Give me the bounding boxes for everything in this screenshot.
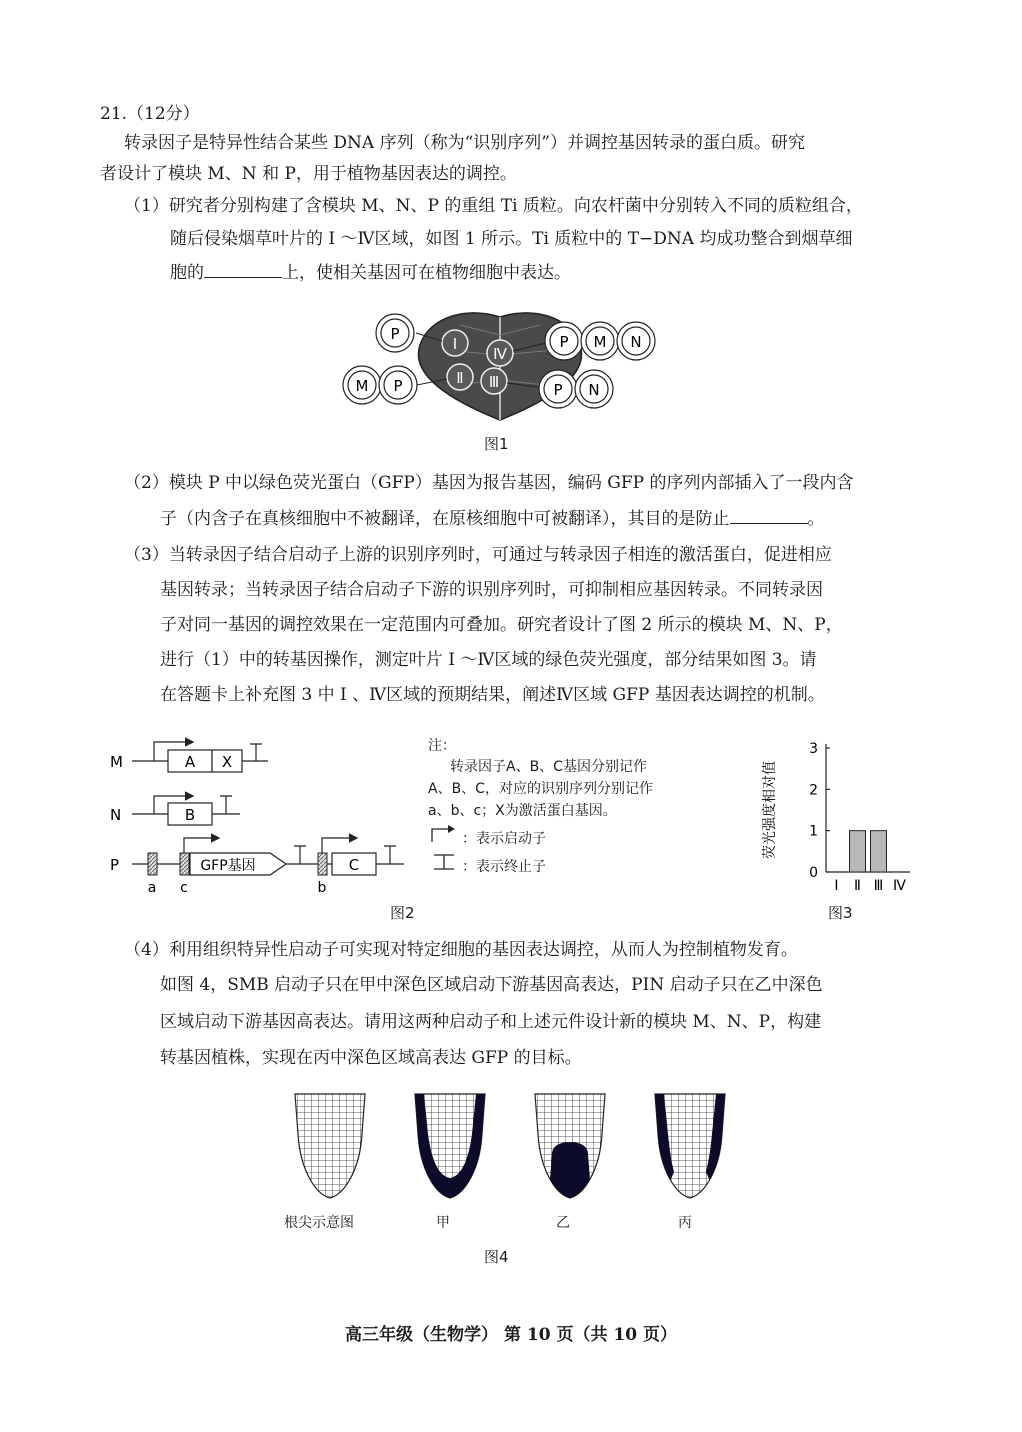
svg-text:P: P: [110, 856, 120, 874]
chart-y-tick-label: 3: [809, 741, 818, 757]
svg-text:Ⅰ: Ⅰ: [452, 335, 458, 353]
svg-text:A: A: [184, 753, 196, 771]
chart-ylabel: 荧光强度相对值: [762, 761, 778, 859]
svg-text:P: P: [390, 325, 400, 343]
site-a-box: [148, 853, 157, 875]
figure-1: [330, 305, 670, 425]
note-line-3: a、b、c；X为激活蛋白基因。: [428, 803, 617, 819]
figure-3-chart: [756, 734, 926, 904]
chart-category-label: Ⅲ: [873, 878, 884, 894]
page-footer: 高三年级（生物学） 第 10 页（共 10 页）: [345, 1325, 677, 1345]
svg-text:C: C: [348, 856, 360, 874]
svg-text:GFP基因: GFP基因: [200, 858, 256, 874]
note-line-1: 转录因子A、B、C基因分别记作: [450, 759, 647, 775]
svg-text:N: N: [630, 333, 642, 351]
chart-y-tick-label: 2: [809, 782, 818, 799]
fig4-label-yi: 乙: [556, 1215, 570, 1231]
chart-y-tick-label: 1: [809, 823, 818, 840]
plasmid-group-IV: [545, 322, 655, 360]
module-P: [110, 838, 404, 896]
fig4-label-jia: 甲: [436, 1215, 450, 1231]
q4-line-2: 如图 4，SMB 启动子只在甲中深色区域启动下游基因高表达，PIN 启动子只在乙中深色: [160, 975, 823, 995]
module-N: [110, 796, 240, 825]
figure-4-caption: 图4: [484, 1248, 509, 1266]
svg-text:M: M: [110, 753, 123, 771]
q1-line-2: 随后侵染烟草叶片的 Ⅰ ～Ⅳ区域，如图 1 所示。Ti 质粒中的 T−DNA 均成功整合到烟草细: [170, 229, 853, 249]
chart-bar: [850, 831, 866, 872]
q3-line-5: 在答题卡上补充图 3 中 Ⅰ 、Ⅳ区域的预期结果，阐述Ⅳ区域 GFP 基因表达调控的机制。: [160, 685, 825, 705]
q3-line-2: 基因转录；当转录因子结合启动子下游的识别序列时，可抑制相应基因转录。不同转录因: [160, 580, 823, 600]
note-title: 注：: [428, 738, 456, 754]
svg-text:a: a: [147, 880, 157, 896]
figure-3-caption: 图3: [828, 904, 853, 922]
figure-2: [100, 728, 430, 898]
fig4-label-schematic: 根尖示意图: [284, 1215, 354, 1231]
q1-line-1: （1）研究者分别构建了含模块 M、N、P 的重组 Ti 质粒。向农杆菌中分别转入不同的质粒组合，: [124, 196, 863, 216]
intro-line-2: 者设计了模块 M、N 和 P，用于植物基因表达的调控。: [100, 164, 517, 184]
promoter-legend-text: ：表示启动子: [462, 831, 546, 847]
svg-text:X: X: [221, 753, 233, 771]
root-yi: [535, 1094, 605, 1204]
q4-line-3: 区域启动下游基因高表达。请用这两种启动子和上述元件设计新的模块 M、N、P，构建: [160, 1012, 822, 1032]
plasmid-group-III: [539, 370, 613, 408]
svg-text:M: M: [355, 377, 369, 395]
q4-line-1: （4）利用组织特异性启动子可实现对特定细胞的基因表达调控，从而人为控制植物发育。: [124, 940, 798, 960]
svg-text:b: b: [317, 880, 327, 896]
svg-text:N: N: [110, 806, 122, 824]
q1-line-3: [170, 259, 571, 286]
q2-line-2b: 。: [807, 509, 825, 529]
region-II: [447, 364, 473, 390]
figure-4: [280, 1092, 740, 1204]
svg-text:Ⅳ: Ⅳ: [493, 345, 507, 363]
region-I: [442, 330, 468, 356]
q2-line-2: [160, 505, 825, 532]
terminator-legend-icon: [430, 852, 460, 872]
plasmid-group-I: [376, 314, 414, 352]
q2-line-2a: 子（内含子在真核细胞中不被翻译，在原核细胞中可被翻译），其目的是防止: [160, 509, 730, 529]
chart-category-label: Ⅰ: [834, 878, 839, 894]
region-III: [481, 368, 507, 394]
svg-text:c: c: [180, 880, 188, 896]
chart-bar: [871, 831, 887, 872]
promoter-legend-icon: [430, 824, 460, 844]
svg-text:P: P: [393, 377, 403, 395]
svg-text:Ⅲ: Ⅲ: [488, 373, 500, 391]
chart-category-label: Ⅳ: [893, 878, 906, 894]
q3-line-4: 进行（1）中的转基因操作，测定叶片 Ⅰ ～Ⅳ区域的绿色荧光强度，部分结果如图 3。请: [160, 650, 817, 670]
svg-text:B: B: [184, 806, 196, 824]
note-line-2: A、B、C，对应的识别序列分别记作: [428, 781, 653, 797]
root-bing: [650, 1094, 730, 1204]
intro-line-1: 转录因子是特异性结合某些 DNA 序列（称为“识别序列”）并调控基因转录的蛋白质。研究: [124, 133, 805, 153]
q2-line-1: （2）模块 P 中以绿色荧光蛋白（GFP）基因为报告基因，编码 GFP 的序列内部插入了一段内含: [124, 473, 854, 493]
q1-line-3a: 胞的: [170, 263, 204, 283]
region-IV: [487, 340, 513, 366]
q4-line-4: 转基因植株，实现在丙中深色区域高表达 GFP 的目标。: [160, 1048, 582, 1068]
svg-text:M: M: [593, 333, 607, 351]
root-schematic: [295, 1094, 365, 1198]
site-b-box: [318, 853, 327, 875]
figure-2-caption: 图2: [390, 904, 415, 922]
svg-text:P: P: [559, 333, 569, 351]
svg-text:P: P: [553, 381, 563, 399]
q3-line-1: （3）当转录因子结合启动子上游的识别序列时，可通过与转录因子相连的激活蛋白，促进相应: [124, 545, 832, 565]
q3-line-3: 子对同一基因的调控效果在一定范围内可叠加。研究者设计了图 2 所示的模块 M、N、P，: [160, 615, 843, 635]
chart-y-tick-label: 0: [809, 865, 818, 881]
fig4-label-bing: 丙: [678, 1215, 692, 1231]
question-number: 21.（12分）: [100, 104, 200, 124]
site-c-box: [180, 853, 189, 875]
terminator-legend-text: ：表示终止子: [462, 859, 546, 875]
root-jia: [410, 1094, 490, 1204]
figure-1-caption: 图1: [484, 435, 509, 453]
q1-line-3b: 上，使相关基因可在植物细胞中表达。: [282, 263, 571, 283]
svg-text:N: N: [588, 381, 600, 399]
module-M: [110, 742, 268, 772]
svg-text:Ⅱ: Ⅱ: [456, 369, 464, 387]
chart-category-label: Ⅱ: [854, 878, 861, 894]
answer-blank-2[interactable]: [730, 505, 808, 524]
plasmid-group-II: [343, 366, 417, 404]
answer-blank-1[interactable]: [204, 259, 282, 278]
